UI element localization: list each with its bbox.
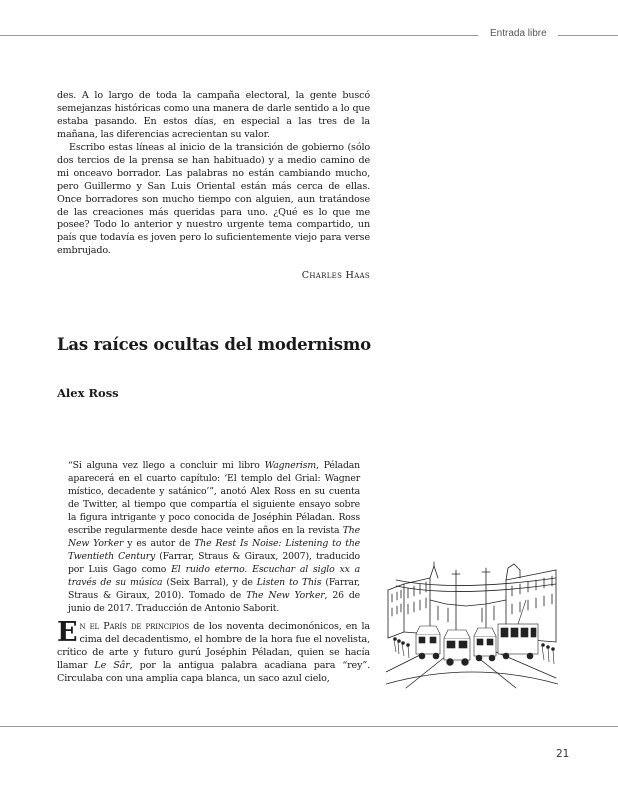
intro-magazine-title: The New Yorker xyxy=(246,590,325,601)
section-label: Entrada libre xyxy=(490,28,547,39)
previous-article-paragraph-2 xyxy=(57,142,370,258)
intro-book-title: The Rest Is Noise: Listening to the Twentieth Century xyxy=(68,538,361,562)
intro-book-title: Listen to This xyxy=(256,577,322,588)
intro-book-title: Wagnerism xyxy=(264,460,316,471)
body-italic: Le Sâr xyxy=(94,660,130,671)
previous-article-text-2: Escribo estas líneas al inicio de la transición de gobierno (sólo dos tercios de la prensa se han habituado) y a medio camino de mi onceavo borrador. Las palabras no están cambiando mucho, pero Guillermo y San Luis Oriental están más cerca de ellas. Once borradores son mucho tiempo con alguien, aun tratándose de las creaciones más queridas para uno. ¿Qué es lo que me posee? Todo lo anterior y nuestro urgente tema compartido, un país que todavía es joven pero lo suficientemente viejo para verse embrujado. xyxy=(57,142,370,257)
drop-cap: E xyxy=(57,617,78,648)
body-text: , por la antigua palabra acadiana para “rey”. Circulaba con una amplia capa blanca, un saco azul cielo, xyxy=(57,660,370,684)
intro-text: , 26 de junio de 2017. Traducción de Antonio Saborit. xyxy=(68,590,360,614)
intro-book-title: El ruido eterno. Escuchar al siglo xx a través de su música xyxy=(68,564,361,588)
previous-article-paragraph-1 xyxy=(57,90,370,142)
intro-text: “Si alguna vez llego a concluir mi libro xyxy=(68,460,265,471)
body-text: de los noventa decimonónicos, en la cima del decadentismo, el hombre de la hora fue el novelista, crítico de arte y futuro gurú Joséphin Péladan, quien se hacía llamar xyxy=(57,621,370,671)
previous-article-signature: Charles Haas xyxy=(301,270,370,281)
body-lead-in: n el París de principios xyxy=(79,621,190,632)
previous-article-text-1: des. A lo largo de toda la campaña electoral, la gente buscó semejanzas históricas como una manera de darle sentido a lo que estaba pasando. En estos días, en especial a las tres de la mañana, las diferencias acrecientan su valor. xyxy=(57,90,370,140)
intro-text: (Seix Barral), y de xyxy=(162,577,257,588)
intro-text: y es autor de xyxy=(123,538,195,549)
header-rule-left xyxy=(0,35,478,36)
street-scene-illustration xyxy=(386,560,558,690)
article-author: Alex Ross xyxy=(57,386,119,400)
article-title: Las raíces ocultas del modernismo xyxy=(57,335,371,354)
footer-rule xyxy=(0,726,618,727)
intro-text: (Farrar, Straus & Giraux, 2007), traducido por Luis Gago como xyxy=(68,551,360,575)
intro-magazine-title: The New Yorker xyxy=(68,525,360,549)
header-rule-right xyxy=(558,35,618,36)
article-body xyxy=(57,617,370,685)
article-intro xyxy=(68,459,360,615)
page-number: 21 xyxy=(556,748,570,760)
intro-text: (Farrar, Straus & Giraux, 2010). Tomado de xyxy=(68,577,360,601)
intro-text: , Péladan aparecerá en el cuarto capítulo: ‘El templo del Grial: Wagner místico, decadente y satánico’”, anotó Alex Ross en su cuenta de Twitter, al tiempo que compartía el siguiente ensayo sobre la figura intrigante y poco conocida de Joséphin Péladan. Ross escribe regularmente desde hace veinte años en la revista xyxy=(68,460,360,536)
